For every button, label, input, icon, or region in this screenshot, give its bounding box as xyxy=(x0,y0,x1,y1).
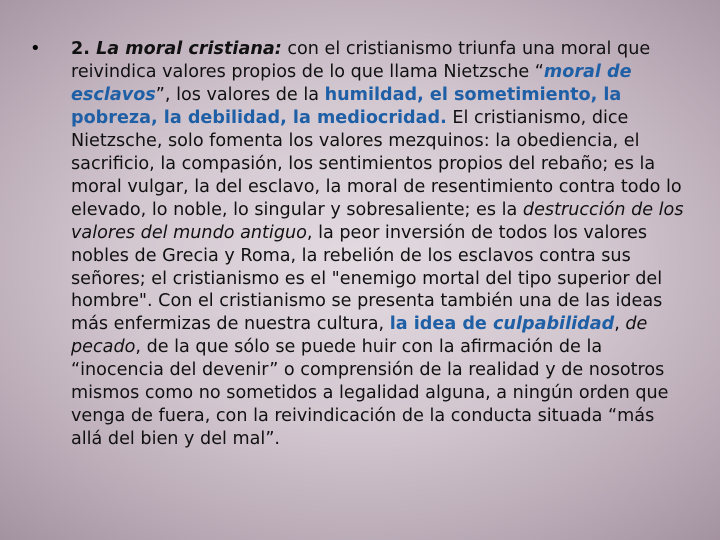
bullet-dot: • xyxy=(30,38,41,59)
highlight-moral-de-esclavos: moral de esclavos xyxy=(71,61,632,105)
text-run: , de la que sólo se puede huir con la afirmación de la “inocencia del devenir” o comprensión de la realidad y de nosotros mismos como no sometidos a legalidad alguna, a ningún orden que venga de fuera, con la reivindicación de la conducta situada “más allá del bien y del mal”. xyxy=(71,337,669,450)
section-number: 2. xyxy=(71,39,97,59)
bullet-paragraph xyxy=(71,38,686,451)
text-run: con el cristianismo triunfa una moral que reivindica valores propios de lo que llama Nietzsche “ xyxy=(71,39,651,82)
text-run: , la peor inversión de todos los valores nobles de Grecia y Roma, la rebelión de los esclavos contra sus señores; el cristianismo es el "enemigo mortal del tipo superior del hombre". Con el cristianismo se presenta también una de las ideas más enfermizas de nuestra cultura, xyxy=(71,222,663,335)
section-title: La moral cristiana: xyxy=(96,39,282,59)
emphasis-destruccion: destrucción de los valores del mundo antiguo xyxy=(71,199,684,243)
text-run: ”, los valores de la xyxy=(155,84,325,105)
bullet-item xyxy=(30,38,690,451)
text-run: , xyxy=(614,314,626,335)
highlight-culpabilidad: culpabilidad xyxy=(493,314,615,335)
highlight-values: humildad, el sometimiento, la pobreza, la debilidad, la mediocridad. xyxy=(71,84,622,128)
highlight-idea-de: la idea de xyxy=(389,314,493,335)
text-run: El cristianismo, dice Nietzsche, solo fomenta los valores mezquinos: la obediencia, el sacrificio, la compasión, los sentimientos propios del rebaño; es la moral vulgar, la del esclavo, la moral de resentimiento contra todo lo elevado, lo noble, lo singular y sobresaliente; es la xyxy=(71,107,682,220)
emphasis-de-pecado: de pecado xyxy=(71,314,648,358)
